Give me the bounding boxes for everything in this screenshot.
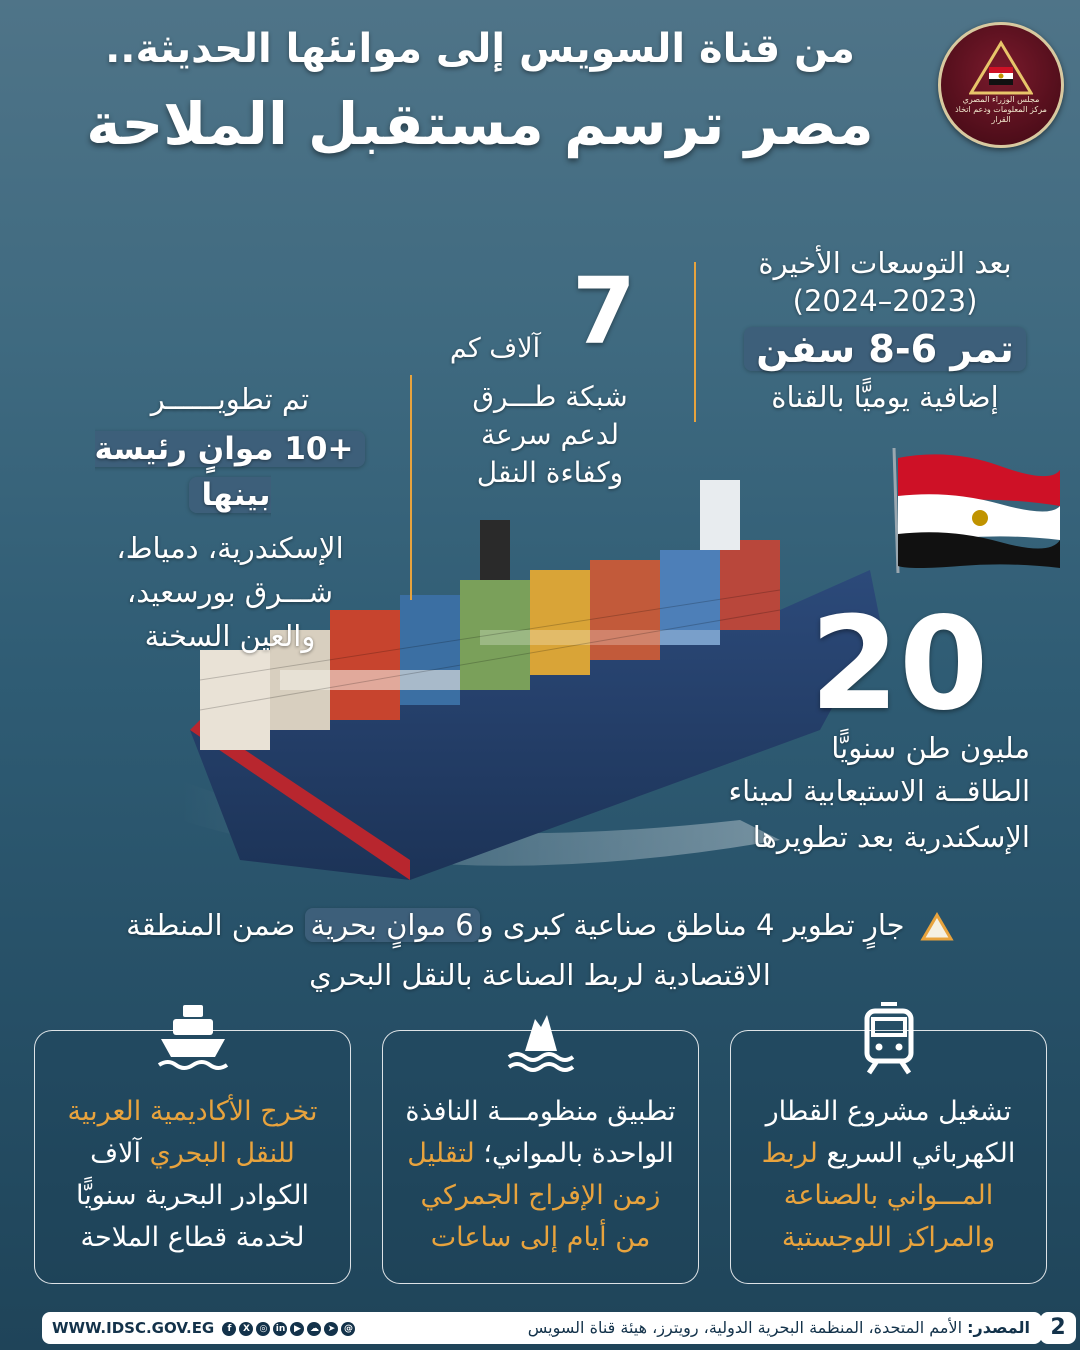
linkedin-icon[interactable]: in	[273, 1322, 287, 1336]
alex-stat-line3: الإسكندرية بعد تطويرها	[752, 820, 1030, 854]
card-train	[730, 1030, 1047, 1284]
roads-unit: آلاف كم	[449, 333, 541, 364]
footer-bar	[42, 1312, 1042, 1344]
roads-stat	[430, 378, 670, 492]
card-customs-line1: تطبيق منظومـــة النافذة	[405, 1096, 676, 1127]
alex-stat-line2: الطاقــة الاستيعابية لميناء	[728, 774, 1030, 808]
zones-line1-before: جارٍ تطوير 4 مناطق صناعية كبرى و	[479, 908, 905, 942]
zones-line2: الاقتصادية لربط الصناعة بالنقل البحري	[309, 958, 771, 992]
alex-stat-line1: مليون طن سنويًّا	[831, 731, 1030, 765]
ports-stat-line1: تم تطويــــــر	[150, 382, 310, 416]
card-train-line1: تشغيل مشروع القطار	[765, 1096, 1012, 1127]
title-line-2: مصر ترسم مستقبل الملاحة	[86, 90, 874, 158]
train-icon	[849, 999, 929, 1079]
card-academy-line2-white: آلاف	[90, 1138, 150, 1169]
roads-stat-line3: وكفاءة النقل	[476, 456, 624, 489]
card-train-line4: والمراكز اللوجستية	[781, 1222, 996, 1253]
logo-text-2: مركز المعلومات ودعم اتخاذ القرار	[955, 105, 1047, 124]
idsc-logo	[938, 22, 1064, 148]
telegram-icon[interactable]: ➤	[324, 1322, 338, 1336]
title-line-1: من قناة السويس إلى موانئها الحديثة..	[105, 26, 855, 72]
ports-stat-line4: والعين السخنة	[144, 619, 316, 653]
alex-number: 20	[810, 590, 989, 739]
card-customs-line2-gold: لتقليل	[407, 1138, 475, 1169]
x-icon[interactable]: X	[239, 1322, 253, 1336]
card-train-line2-gold: لربط	[761, 1138, 818, 1169]
card-customs-line4: من أيام إلى ساعات	[430, 1222, 651, 1253]
card-academy-line2-gold: للنقل البحري	[149, 1138, 295, 1169]
zones-line1-after: ضمن المنطقة	[126, 908, 305, 942]
canal-stat-line3: إضافية يوميًّا بالقناة	[771, 380, 999, 414]
alex-stat	[680, 728, 1030, 860]
canal-stat-line2: (2023–2024)	[792, 284, 978, 318]
page-number: 2	[1040, 1312, 1076, 1344]
divider-line	[410, 375, 412, 600]
roads-stat-line1: شبكة طـــرق	[472, 380, 628, 413]
website-link[interactable]: WWW.IDSC.GOV.EG	[52, 1319, 215, 1337]
customs-water-icon	[501, 999, 581, 1079]
card-academy-line1: تخرج الأكاديمية العربية	[67, 1096, 318, 1127]
ports-stat	[50, 380, 410, 658]
logo-text-1: مجلس الوزراء المصري	[962, 95, 1040, 104]
ports-stat-highlight: +10 موانٍ رئيسة بينها	[95, 431, 366, 513]
ports-stat-line3: شـــرق بورسعيد،	[126, 575, 334, 609]
card-customs-line2-white: الواحدة بالمواني؛	[474, 1138, 674, 1169]
canal-stat	[720, 244, 1050, 416]
card-customs-line3: زمن الإفراج الجمركي	[420, 1180, 661, 1211]
canal-stat-line1: بعد التوسعات الأخيرة	[758, 246, 1012, 280]
card-academy-line4: لخدمة قطاع الملاحة	[80, 1222, 305, 1253]
roads-stat-line2: لدعم سرعة	[480, 418, 620, 451]
facebook-icon[interactable]: f	[222, 1322, 236, 1336]
pyramid-emblem-icon	[969, 39, 1033, 97]
threads-icon[interactable]: @	[341, 1322, 355, 1336]
card-customs	[382, 1030, 699, 1284]
source-text: الأمم المتحدة، المنظمة البحرية الدولية، رويترز، هيئة قناة السويس	[527, 1318, 968, 1337]
footer-website-group	[52, 1312, 355, 1344]
egypt-flag-image	[890, 448, 1065, 573]
zones-line1-highlight: 6 موانٍ بحرية	[305, 908, 480, 942]
card-train-line2-white: الكهربائي السريع	[817, 1138, 1016, 1169]
ship-icon	[153, 999, 233, 1079]
triangle-bullet-icon	[920, 912, 954, 942]
card-train-line3: المـــواني بالصناعة	[783, 1180, 994, 1211]
card-academy-line3: الكوادر البحرية سنويًّا	[76, 1180, 309, 1211]
source-label: المصدر:	[967, 1318, 1030, 1337]
canal-stat-highlight: تمر 6-8 سفن	[744, 327, 1025, 371]
card-academy	[34, 1030, 351, 1284]
divider-line	[694, 262, 696, 422]
zones-statement	[70, 900, 1010, 1000]
roads-number: 7	[572, 258, 637, 365]
youtube-icon[interactable]: ▶	[290, 1322, 304, 1336]
footer-source	[528, 1312, 1030, 1344]
instagram-icon[interactable]: ◎	[256, 1322, 270, 1336]
ports-stat-line2: الإسكندرية، دمياط،	[116, 531, 344, 565]
soundcloud-icon[interactable]: ☁	[307, 1322, 321, 1336]
